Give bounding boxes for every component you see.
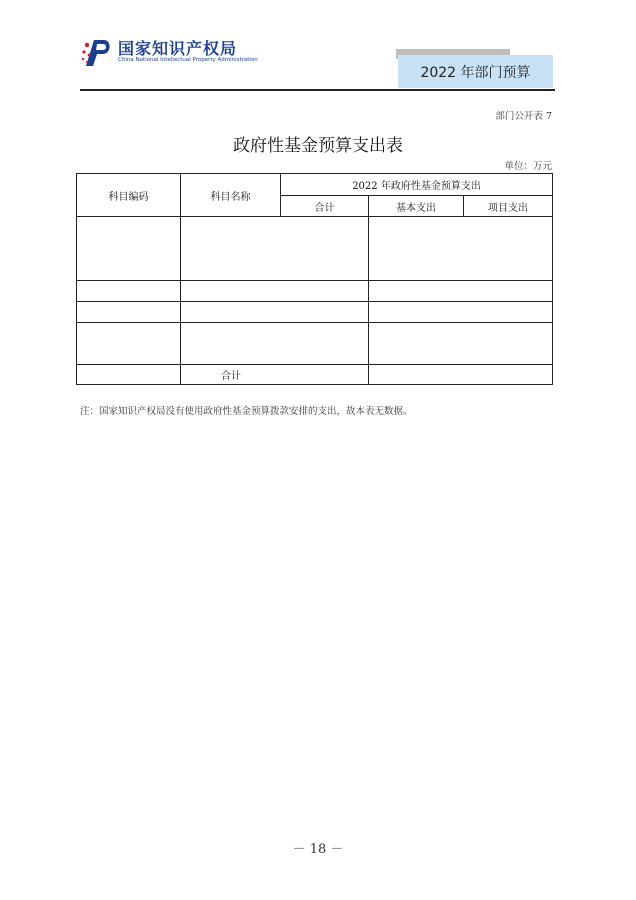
table-cell <box>77 323 181 365</box>
table-cell <box>77 365 181 385</box>
total-row <box>77 365 553 385</box>
table-cell <box>77 217 181 281</box>
logo-chinese-text: 国家知识产权局 <box>118 39 238 58</box>
total-label: 合计 <box>181 365 369 385</box>
table-row <box>77 302 553 323</box>
logo-english-text: China National Intellectual Property Administration <box>118 57 258 63</box>
table-cell <box>369 302 553 323</box>
page-title: 政府性基金预算支出表 <box>233 136 403 156</box>
header-total: 合计 <box>281 196 369 217</box>
table-cell <box>77 302 181 323</box>
table-row <box>77 281 553 302</box>
page-number: － 18 － <box>292 842 344 857</box>
header-subject-code: 科目编码 <box>77 174 181 217</box>
budget-table <box>76 173 553 385</box>
cnipa-logo <box>80 34 280 74</box>
budget-year-tab: 2022 年部门预算 <box>398 55 553 88</box>
table-cell <box>77 281 181 302</box>
table-cell <box>181 302 369 323</box>
table-cell <box>369 365 553 385</box>
table-cell <box>369 217 553 281</box>
header-basic-expenditure: 基本支出 <box>369 196 464 217</box>
table-cell <box>369 281 553 302</box>
table-cell <box>181 217 369 281</box>
cnipa-emblem-icon <box>80 36 114 70</box>
table-row <box>77 323 553 365</box>
header-divider <box>80 89 555 91</box>
table-cell <box>369 323 553 365</box>
table-cell <box>181 281 369 302</box>
table-cell <box>181 323 369 365</box>
header-fund-group: 2022 年政府性基金预算支出 <box>281 174 553 196</box>
table-number: 部门公开表 7 <box>495 111 552 122</box>
table-row <box>77 217 553 281</box>
header-project-expenditure: 项目支出 <box>464 196 553 217</box>
header-subject-name: 科目名称 <box>181 174 281 217</box>
unit-label: 单位：万元 <box>504 161 552 172</box>
table-note: 注：国家知识产权局没有使用政府性基金预算拨款安排的支出，故本表无数据。 <box>80 406 413 417</box>
